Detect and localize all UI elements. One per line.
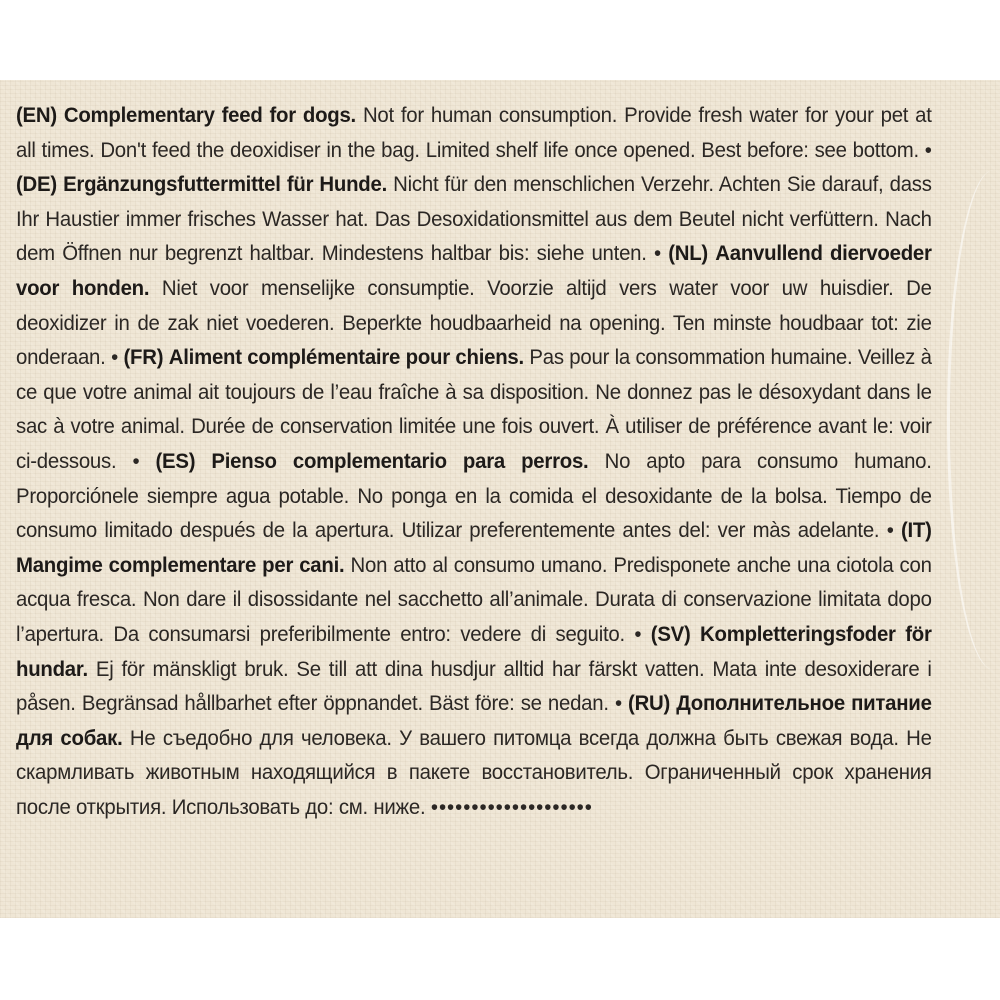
section-body-en: Not for human consumption. Provide fresh water for your pet at all times. Don't feed the deoxidiser in the bag. Limited shelf life once opened. Best before: see bottom. xyxy=(16,104,932,162)
section-code-en: (EN) xyxy=(16,104,57,127)
separator: • xyxy=(886,519,894,543)
section-body-de: Nicht für den menschlichen Verzehr. Achten Sie darauf, dass Ihr Haustier immer frisches Wasser hat. Das Desoxidationsmittel aus dem Beutel nicht verfüttern. Nach dem Öffnen nur begrenzt haltbar. Mindestens haltbar bis: siehe unten. xyxy=(16,173,932,266)
decorative-swirl xyxy=(947,170,1000,670)
section-body-fr: Pas pour la consommation humaine. Veillez à ce que votre animal ait toujours de l’eau fraîche à sa disposition. Ne donnez pas le désoxydant dans le sac à votre animal. Durée de conservation limitée une fois ouvert. À utiliser de préférence avant le: voir ci-dessous. xyxy=(16,346,932,473)
section-code-fr: (FR) xyxy=(123,346,164,370)
separator: • xyxy=(614,692,622,716)
separator: • xyxy=(132,449,140,473)
section-body-it: Non atto al consumo umano. Predisponete anche una ciotola con acqua fresca. Non dare il disossidante nel sacchetto all’animale. Durata di conservazione limitata dopo l’apertura. Da consumarsi preferibilmente entro: vedere di seguito. xyxy=(16,553,932,646)
section-code-nl: (NL) xyxy=(668,242,708,266)
section-code-de: (DE) xyxy=(16,173,57,197)
separator: • xyxy=(634,622,642,646)
section-code-it: (IT) xyxy=(900,519,932,543)
section-heading-sv: Kompletteringsfoder för hundar. xyxy=(16,622,932,681)
section-heading-it: Mangime complementare per cani. xyxy=(16,553,345,577)
section-heading-ru: Дополнительное питание для собак. xyxy=(16,692,932,750)
section-heading-en: Complementary feed for dogs. xyxy=(63,104,356,127)
separator: • xyxy=(653,242,661,266)
section-code-sv: (SV) xyxy=(650,622,691,646)
multilingual-feed-text xyxy=(16,99,932,825)
section-heading-nl: Aanvullend diervoeder voor honden. xyxy=(16,242,932,300)
separator: • xyxy=(111,346,118,370)
separator: • xyxy=(924,138,932,162)
trailing-dots: •••••••••••••••••••• xyxy=(430,795,593,819)
label-panel xyxy=(0,80,1000,918)
section-code-es: (ES) xyxy=(155,449,196,473)
section-heading-de: Ergänzungsfuttermittel für Hunde. xyxy=(63,173,388,197)
section-heading-fr: Aliment complémentaire pour chiens. xyxy=(168,346,524,370)
section-code-ru: (RU) xyxy=(628,692,671,716)
section-body-sv: Ej för mänskligt bruk. Se till att dina husdjur alltid har färskt vatten. Mata inte desoxiderare i påsen. Begränsad hållbarhet efter öppnandet. Bäst före: se nedan. xyxy=(16,657,932,716)
section-body-es: No apto para consumo humano. Proporciónele siempre agua potable. No ponga en la comida el desoxidante de la bolsa. Tiempo de consumo limitado después de la apertura. Utilizar preferentemente antes del: ver màs adelante. xyxy=(16,449,932,543)
section-heading-es: Pienso complementario para perros. xyxy=(211,449,589,473)
section-body-ru: Не съедобно для человека. У вашего питомца всегда должна быть свежая вода. Не скармливать животным находящийся в пакете восстановитель. Ограниченный срок хранения после открытия. Использовать до: см. ниже. xyxy=(16,726,932,819)
section-body-nl: Niet voor menselijke consumptie. Voorzie altijd vers water voor uw huisdier. De deoxidizer in de zak niet voederen. Beperkte houdbaarheid na opening. Ten minste houdbaar tot: zie onderaan. xyxy=(16,276,932,370)
